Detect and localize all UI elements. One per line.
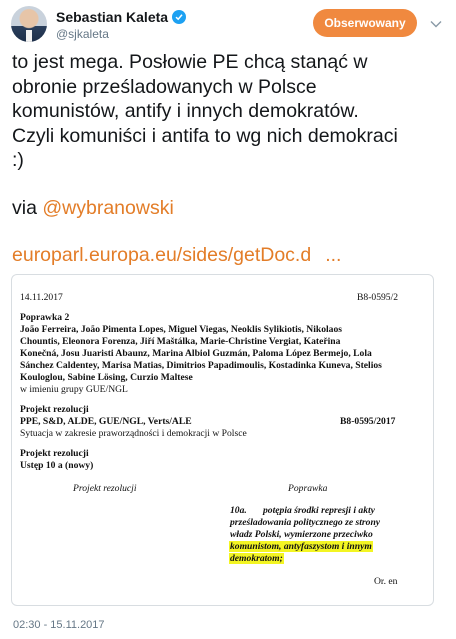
url-link[interactable]: [12, 243, 341, 267]
doc-highlighted-line: demokratom;: [230, 553, 283, 564]
tweet-timestamp[interactable]: 02:30 - 15.11.2017: [13, 619, 105, 631]
chevron-down-icon[interactable]: [429, 17, 443, 31]
document-scan: [12, 275, 434, 606]
follow-button[interactable]: Obserwowany: [313, 9, 417, 37]
doc-col-right: Poprawka: [288, 483, 328, 494]
doc-authors-line: Konečná, Josu Juaristi Abaunz, Marina Albiol Guzmán, Paloma López Bermejo, Lola: [20, 348, 372, 359]
doc-paragraph: Ustęp 10 a (nowy): [20, 460, 94, 471]
attached-image[interactable]: [11, 274, 434, 606]
doc-footer: Or. en: [374, 576, 398, 587]
tweet-text: to jest mega. Posłowie PE chcą stanąć w obronie prześladowanych w Polsce komunistów, antify i innych demokratów. Czyli komuniści i antifa to wg nich demokraci :): [12, 51, 398, 171]
verified-badge-icon: [172, 10, 186, 24]
doc-groups-line: PPE, S&D, ALDE, GUE/NGL, Verts/ALE: [20, 416, 192, 427]
mention-link[interactable]: @wybranowski: [42, 197, 174, 219]
doc-authors-line: João Ferreira, João Pimenta Lopes, Miguel Viegas, Neoklis Sylikiotis, Nikolaos: [20, 324, 343, 335]
doc-resolution-label: Projekt rezolucji: [20, 404, 89, 415]
doc-group-line: w imieniu grupy GUE/NGL: [20, 384, 128, 395]
doc-col-left: Projekt rezolucji: [73, 483, 137, 494]
doc-date: 14.11.2017: [20, 292, 63, 303]
doc-amend-line: prześladowania politycznego ze strony: [230, 517, 381, 528]
doc-authors-line: Sánchez Caldentey, Marisa Matias, Dimitrios Papadimoulis, Kostadinka Kuneva, Stelios: [20, 360, 382, 371]
doc-highlighted-line: komunistom, antyfaszystom i innym: [230, 541, 372, 552]
via-line: [12, 196, 174, 220]
avatar[interactable]: [11, 6, 47, 42]
doc-amend-line: władz Polski, wymierzone przeciwko: [230, 529, 373, 540]
doc-ref-top: B8-0595/2: [357, 292, 399, 303]
author-handle[interactable]: @sjkaleta: [56, 27, 109, 41]
doc-resolution-label2: Projekt rezolucji: [20, 448, 89, 459]
url-ellipsis: ...: [325, 244, 342, 266]
doc-situation-line: Sytuacja w zakresie praworządności i demokracji w Polsce: [20, 428, 247, 439]
doc-amendment-title: Poprawka 2: [20, 312, 70, 323]
author-name[interactable]: Sebastian Kaleta: [56, 9, 169, 25]
doc-authors-line: Kouloglou, Sabine Lösing, Curzio Maltese: [20, 372, 193, 383]
doc-resolution-ref: B8-0595/2017: [340, 416, 396, 427]
doc-amend-number: 10a.: [230, 505, 247, 516]
doc-authors-line: Chountis, Eleonora Forenza, Jiří Maštálka, Marie-Christine Vergiat, Kateřina: [20, 336, 341, 347]
doc-amend-line: potępia środki represji i akty: [263, 505, 375, 516]
via-prefix: via: [12, 197, 43, 219]
author-name-row: [56, 9, 186, 25]
url-text[interactable]: europarl.europa.eu/sides/getDoc.d: [12, 244, 312, 266]
tweet-header: [11, 5, 445, 47]
